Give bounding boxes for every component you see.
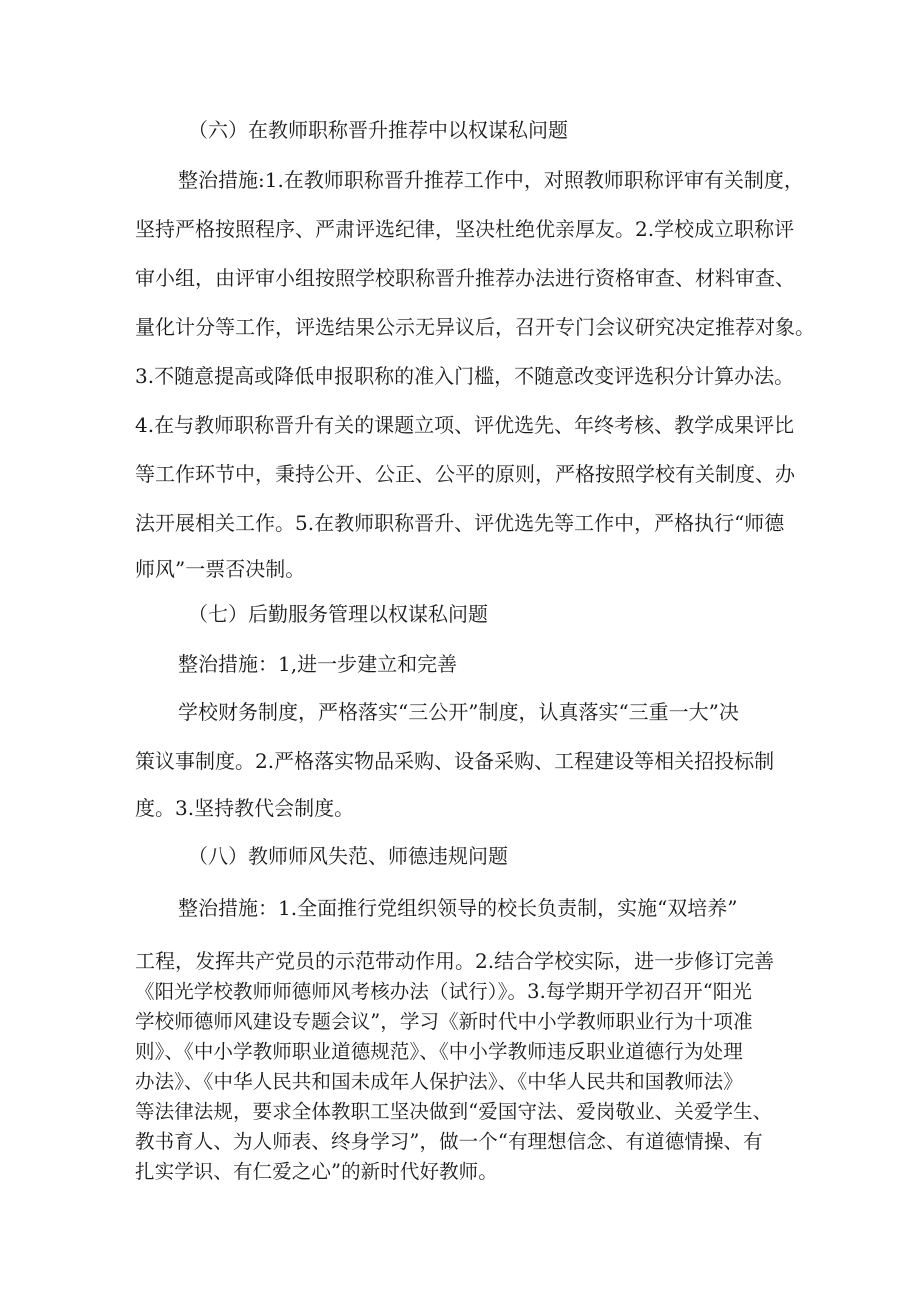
section-6-line-1: 整治措施:1.在教师职称晋升推荐工作中，对照教师职称评审有关制度，: [178, 168, 804, 192]
section-6-line-3: 审小组，由评审小组按照学校职称晋升推荐办法进行资格审查、材料审查、: [135, 266, 795, 290]
section-8-line-5: 则》、《中小学教师职业道德规范》、《中小学教师违反职业道德行为处理: [135, 1040, 743, 1063]
section-7-line-2: 学校财务制度，严格落实“三公开”制度，认真落实“三重一大”决: [178, 700, 739, 724]
section-8-line-9: 扎实学识、有仁爱之心”的新时代好教师。: [135, 1160, 498, 1183]
section-6-line-2: 坚持严格按照程序、严肃评选纪律，坚决杜绝优亲厚友。2.学校成立职称评: [135, 217, 795, 241]
section-6-line-6: 4.在与教师职称晋升有关的课题立项、评优选先、年终考核、教学成果评比: [135, 413, 795, 437]
section-8-heading: （八）教师师风失范、师德违规问题: [188, 844, 508, 868]
section-6-line-4: 量化计分等工作，评选结果公示无异议后，召开专门会议研究决定推荐对象。: [135, 315, 815, 339]
section-6-line-7: 等工作环节中，秉持公开、公正、公平的原则，严格按照学校有关制度、办: [135, 462, 795, 486]
section-8-line-4: 学校师德师风建设专题会议”，学习《新时代中小学教师职业行为十项准: [135, 1010, 753, 1033]
section-6-heading: （六）在教师职称晋升推荐中以权谋私问题: [188, 118, 568, 142]
section-6-line-9: 师风”一票否决制。: [135, 557, 306, 581]
section-6-line-8: 法开展相关工作。5.在教师职称晋升、评优选先等工作中，严格执行“师德: [135, 511, 785, 535]
section-8-line-3: 《阳光学校教师师德师风考核办法（试行）》。3.每学期开学初召开“阳光: [135, 980, 752, 1003]
section-7-line-1: 整治措施：1,进一步建立和完善: [178, 652, 458, 676]
section-7-heading: （七）后勤服务管理以权谋私问题: [188, 602, 488, 626]
section-8-line-7: 等法律法规，要求全体教职工坚决做到“爱国守法、爱岗敬业、关爱学生、: [135, 1100, 773, 1123]
section-8-line-8: 教书育人、为人师表、终身学习”，做一个“有理想信念、有道德情操、有: [135, 1130, 763, 1153]
section-8-line-1: 整治措施：1.全面推行党组织领导的校长负责制，实施“双培养”: [178, 896, 738, 920]
section-7-line-4: 度。3.坚持教代会制度。: [135, 796, 355, 820]
section-7-line-3: 策议事制度。2.严格落实物品采购、设备采购、工程建设等相关招投标制: [135, 749, 775, 773]
section-8-line-6: 办法》、《中华人民共和国未成年人保护法》、《中华人民共和国教师法》: [135, 1070, 743, 1093]
section-6-line-5: 3.不随意提高或降低申报职称的准入门槛，不随意改变评选积分计算办法。: [135, 364, 795, 388]
section-8-line-2: 工程，发挥共产党员的示范带动作用。2.结合学校实际，进一步修订完善: [135, 949, 775, 973]
